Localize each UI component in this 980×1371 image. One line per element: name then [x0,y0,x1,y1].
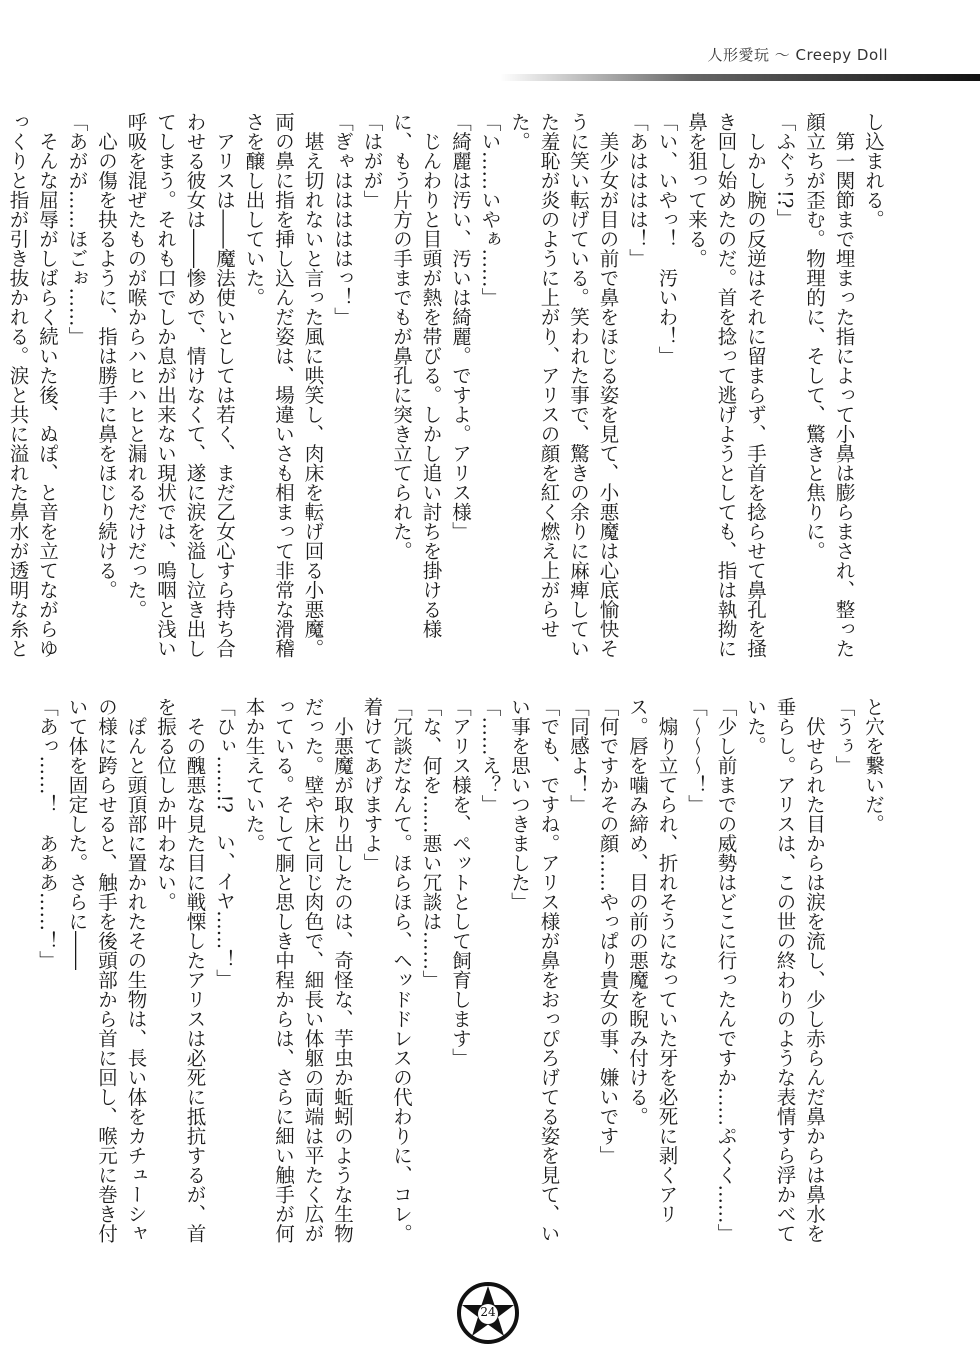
paragraph: 小悪魔が取り出したのは、奇怪な、芋虫か蚯蚓のような生物だった。壁や床と同じ肉色で、細長い体躯の両端は平たく広がっている。そして胴と思しき中程からは、さらに細い触手が何本か生えていた。 [242,697,354,1243]
page-number: 24 [480,1305,496,1319]
paragraph: 「ぎゃはははははっ！」 [331,112,354,327]
text-block-bottom [36,697,888,1262]
paragraph: 「ひぃ……!? い、イヤ……！」 [213,697,236,989]
paragraph: 「ふぐぅ!?」 [773,112,797,228]
paragraph: 「……え？」 [478,697,502,814]
paragraph: 「あがが……ほごぉ……」 [65,112,89,346]
paragraph: 「あっ……！ あああ……！」 [36,697,59,970]
paragraph: 第一関節まで埋まった指によって小鼻は膨らまされ、整った顔立ちが歪む。物理的に、そして、驚きと焦りに。 [803,112,856,658]
paragraph: と穴を繋いだ。 [862,697,885,834]
paragraph: 心の傷を抉るように、指は勝手に鼻をほじり続ける。 [95,112,118,600]
paragraph: 「冗談だなんて。ほらほら、ヘッドドレスの代わりに、コレ。着けてあげますよ」 [360,697,413,1243]
paragraph: しかし腕の反逆はそれに留まらず、手首を捻らせて鼻孔を掻き回し始めたのだ。首を捻って逃げようとしても、指は執拗に鼻を狙って来る。 [685,112,767,658]
paragraph: 煽り立てられ、折れそうになっていた牙を必死に剥くアリス。唇を噛み締め、目の前の悪魔を睨み付ける。 [626,697,679,1224]
paragraph: じんわりと目頭が熱を帯びる。しかし追い討ちを掛ける様に、もう片方の手までもが鼻孔に突き立てられた。 [390,112,443,639]
paragraph: 「でも、ですね。アリス様が鼻をおっぴろげてる姿を見て、いい事を思いつきました」 [508,697,561,1243]
text-block-top [6,112,888,677]
paragraph: 「い、いやっ！ 汚いわ！」 [655,112,679,366]
paragraph: し込まれる。 [862,112,885,229]
paragraph: 「あはははは！」 [626,112,649,268]
paragraph: 「い……いやぁ……」 [478,112,502,307]
paragraph: その醜悪な見た目に戦慄したアリスは必死に抵抗するが、首を振る位しか叶わない。 [154,697,207,1243]
paragraph: 「綺麗は汚い、汚いは綺麗。ですよ。アリス様」 [449,112,472,541]
paragraph: 「同感よ！」 [567,697,590,814]
paragraph: 伏せられた目からは涙を流し、少し赤らんだ鼻からは鼻水を垂らし。アリスは、この世の終わりのような表情すら浮かべていた。 [744,697,826,1243]
paragraph: 「はがが」 [360,112,384,210]
paragraph: 「〜〜〜！」 [685,697,708,814]
paragraph: 「な、何を……悪い冗談は……」 [419,697,443,990]
paragraph: 「うぅ」 [832,697,856,775]
paragraph: アリスは――魔法使いとしては若く、まだ乙女心すら持ち合わせる彼女は――惨めで、情けなくて、遂に涙を溢し泣き出してしまう。それも口でしか息が出来ない現状では、嗚咽と浅い呼吸を混ぜたものが喉からハヒハヒと漏れるだけだった。 [124,112,236,658]
paragraph: 「少し前までの威勢はどこに行ったんですか……ぷくく……」 [714,697,738,1243]
paragraph: ぽんと頭頂部に置かれたその生物は、長い体をカチューシャの様に跨らせると、触手を後頭部から首に回し、喉元に巻き付いて体を固定した。さらに―― [65,697,148,1243]
paragraph: 美少女が目の前で鼻をほじる姿を見て、小悪魔は心底愉快そうに笑い転げている。笑われた事で、驚きの余りに麻痺していた羞恥が炎のように上がり、アリスの顔を紅く燃え上がらせた。 [508,112,620,658]
paragraph: 「何ですかその顔……やっぱり貴女の事、嫌いです」 [596,697,620,1165]
running-header-title: 人形愛玩 〜 Creepy Doll [707,46,888,64]
paragraph: そんな屈辱がしばらく続いた後、ぬぽ、と音を立てながらゆっくりと指が引き抜かれる。涙と共に溢れた鼻水が透明な糸と [6,112,59,658]
header-rule [500,74,980,81]
paragraph: 「アリス様を、ペットとして飼育します」 [449,697,472,1068]
paragraph: 堪え切れないと言った風に哄笑し、肉床を転げ回る小悪魔。両の鼻に指を挿し込んだ姿は、場違いさも相まって非常な滑稽さを醸し出していた。 [242,112,325,658]
